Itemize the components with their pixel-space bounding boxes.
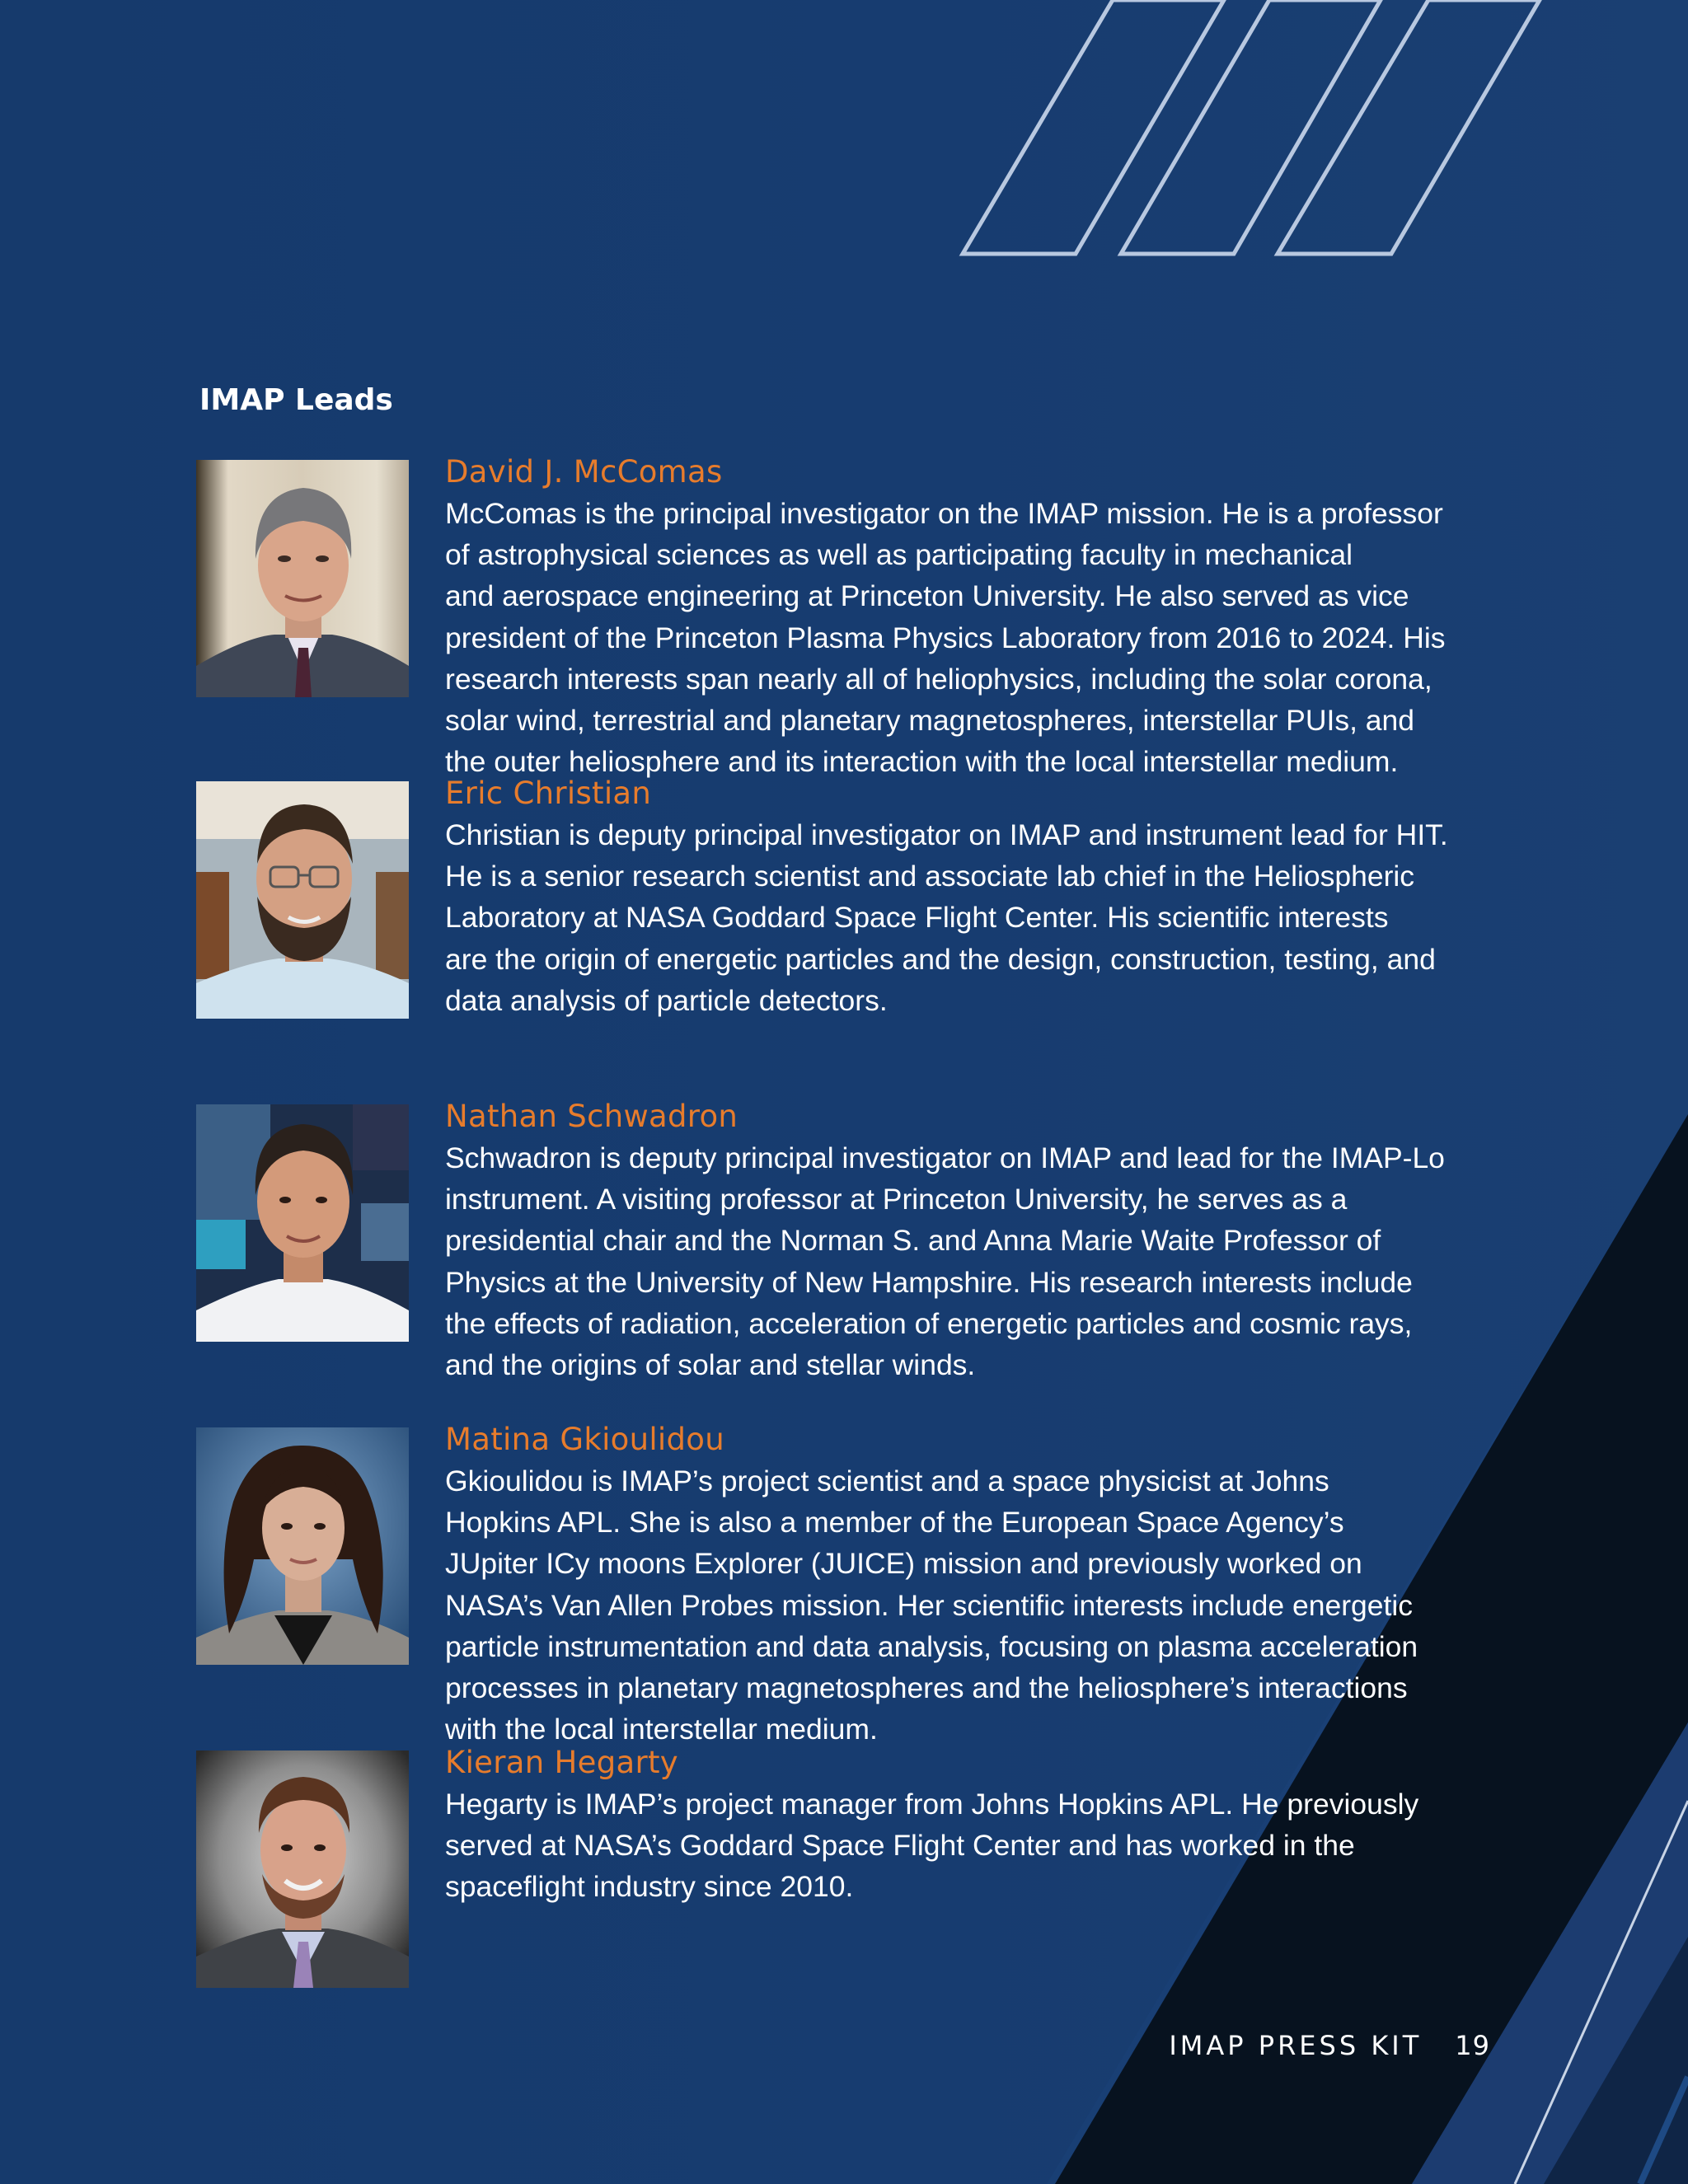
lead-bio <box>445 1783 1688 1908</box>
lead-bio-line: served at NASA’s Goddard Space Flight Center and has worked in the <box>445 1829 1355 1863</box>
lead-bio-line: McComas is the principal investigator on the IMAP mission. He is a professor <box>445 497 1443 530</box>
lead-bio <box>445 814 1688 1021</box>
lead-bio-line: Christian is deputy principal investigator on IMAP and instrument lead for HIT. <box>445 818 1448 851</box>
lead-bio-line: NASA’s Van Allen Probes mission. Her scientific interests include energetic <box>445 1588 1414 1622</box>
section-title: IMAP Leads <box>199 383 393 417</box>
lead-bio-line: Gkioulidou is IMAP’s project scientist and a space physicist at Johns <box>445 1465 1329 1497</box>
lead-bio-line: Physics at the University of New Hampshire. His research interests include <box>445 1265 1413 1299</box>
lead-bio-line: president of the Princeton Plasma Physics Laboratory from 2016 to 2024. His <box>445 621 1446 654</box>
lead-bio-line: the outer heliosphere and its interaction with the local interstellar medium. <box>445 745 1399 779</box>
lead-name: David J. McComas <box>445 454 723 490</box>
lead-bio-line: the effects of radiation, acceleration of energetic particles and cosmic rays, <box>445 1306 1413 1340</box>
lead-bio-line: Laboratory at NASA Goddard Space Flight Center. His scientific interests <box>445 901 1389 935</box>
page-number: 19 <box>1455 2030 1490 2061</box>
lead-bio-line: instrument. A visiting professor at Princeton University, he serves as a <box>445 1183 1348 1216</box>
lead-bio-line: are the origin of energetic particles and the design, construction, testing, and <box>445 942 1436 976</box>
lead-bio-line: JUpiter ICy moons Explorer (JUICE) mission and previously worked on <box>445 1547 1362 1581</box>
lead-bio-line: Schwadron is deputy principal investigator on IMAP and lead for the IMAP-Lo <box>445 1141 1445 1174</box>
lead-bio-line: Hegarty is IMAP’s project manager from Johns Hopkins APL. He previously <box>445 1788 1419 1821</box>
lead-bio <box>445 1460 1688 1750</box>
lead-bio-line: Hopkins APL. She is also a member of the European Space Agency’s <box>445 1506 1344 1540</box>
lead-bio-line: He is a senior research scientist and associate lab chief in the Heliospheric <box>445 860 1415 893</box>
lead-portrait-photo <box>196 460 409 697</box>
lead-name: Matina Gkioulidou <box>445 1422 724 1457</box>
lead-bio <box>445 493 1688 782</box>
lead-name: Kieran Hegarty <box>445 1745 678 1780</box>
lead-portrait-photo <box>196 1104 409 1342</box>
lead-bio-line: of astrophysical sciences as well as participating faculty in mechanical <box>445 538 1353 572</box>
footer-label: IMAP PRESS KIT <box>1169 2030 1423 2061</box>
lead-bio-line: spaceflight industry since 2010. <box>445 1870 854 1904</box>
lead-bio-line: research interests span nearly all of heliophysics, including the solar corona, <box>445 662 1432 696</box>
lead-bio-line: processes in planetary magnetospheres and the heliosphere’s interactions <box>445 1671 1408 1705</box>
lead-bio-line: and aerospace engineering at Princeton University. He also served as vice <box>445 579 1409 613</box>
lead-portrait-photo <box>196 1427 409 1665</box>
lead-name: Nathan Schwadron <box>445 1099 738 1134</box>
lead-bio-line: and the origins of solar and stellar winds. <box>445 1348 976 1382</box>
lead-bio <box>445 1137 1688 1385</box>
lead-bio-line: solar wind, terrestrial and planetary magnetospheres, interstellar PUIs, and <box>445 704 1415 738</box>
lead-portrait-photo <box>196 781 409 1019</box>
page-footer <box>1169 2027 1490 2064</box>
lead-bio-line: data analysis of particle detectors. <box>445 983 888 1017</box>
lead-portrait-photo <box>196 1750 409 1988</box>
lead-bio-line: with the local interstellar medium. <box>445 1713 878 1746</box>
lead-name: Eric Christian <box>445 776 652 811</box>
lead-bio-line: particle instrumentation and data analysis, focusing on plasma acceleration <box>445 1629 1418 1663</box>
lead-bio-line: presidential chair and the Norman S. and Anna Marie Waite Professor of <box>445 1224 1381 1258</box>
